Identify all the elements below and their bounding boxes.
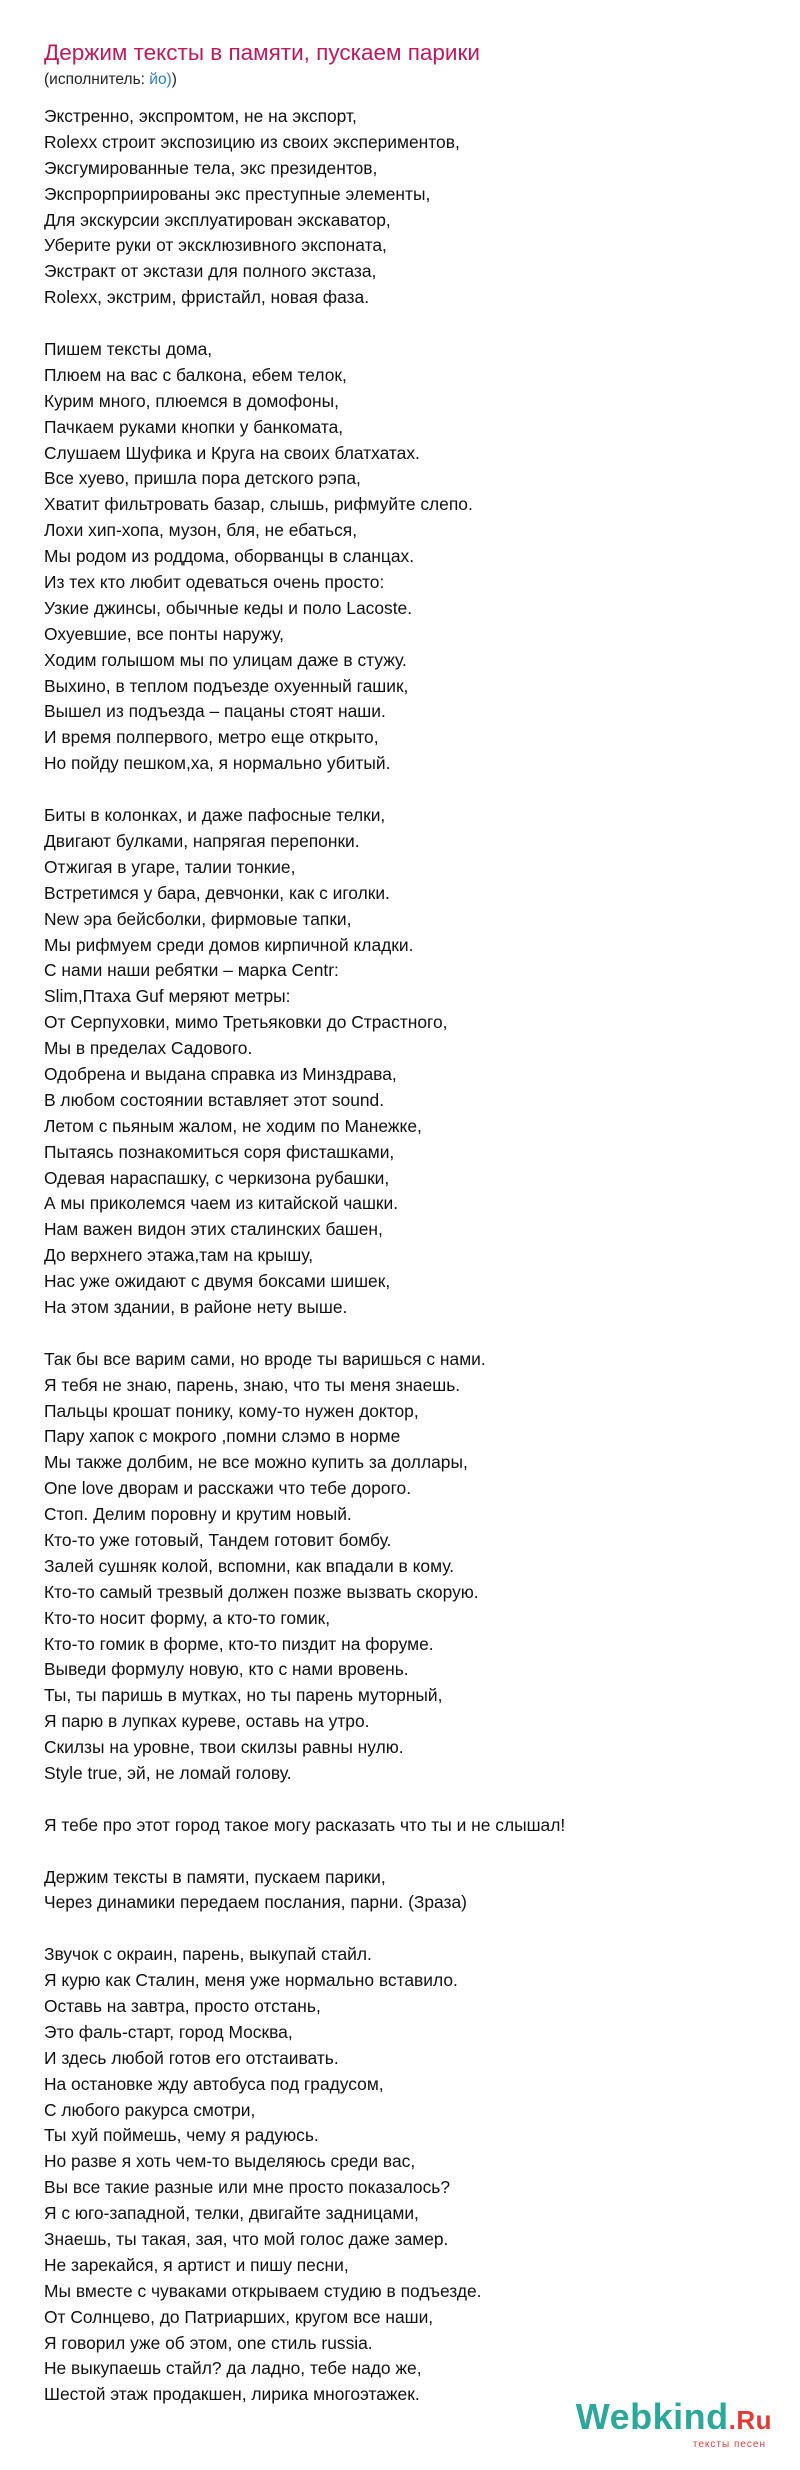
lyric-line: Лохи хип-хопа, музон, бля, не ебаться, [44,520,358,541]
lyric-line: Я тебя не знаю, парень, знаю, что ты меня знаешь. [44,1374,461,1395]
lyrics-stanza [44,1942,784,2408]
lyric-line: Мы в пределах Садового. [44,1038,253,1059]
lyric-line: От Солнцево, до Патриарших, кругом все наши, [44,2306,434,2327]
lyric-line: New эра бейсболки, фирмовые тапки, [44,908,352,929]
lyric-line: Стоп. Делим поровну и крутим новый. [44,1504,352,1525]
lyrics-stanza [44,104,784,311]
lyric-line: Залей сушняк колой, вспомни, как впадали в кому. [44,1555,455,1576]
lyric-line: На остановке жду автобуса под градусом, [44,2073,384,2094]
lyric-line: Кто-то уже готовый, Тандем готовит бомбу. [44,1529,392,1550]
lyric-line: Кто-то носит форму, а кто-то гомик, [44,1607,331,1628]
lyric-line: Двигают булками, напрягая перепонки. [44,830,360,851]
lyric-line: От Серпуховки, мимо Третьяковки до Страстного, [44,1012,448,1033]
lyrics-stanza [44,1813,784,1839]
lyric-line: Узкие джинсы, обычные кеды и поло Lacoste. [44,597,413,618]
lyric-line: Оставь на завтра, просто отстань, [44,1996,321,2017]
lyrics-stanza [44,803,784,1321]
lyric-line: Но пойду пешком,ха, я нормально убитый. [44,753,391,774]
lyric-line: Хватит фильтровать базар, слышь, рифмуйте слепо. [44,494,473,515]
song-title: Держим тексты в памяти, пускаем парики [44,40,480,65]
lyric-line: Так бы все варим сами, но вроде ты варишься с нами. [44,1348,486,1369]
lyric-line: Нас уже ожидают с двумя боксами шишек, [44,1271,391,1292]
lyric-line: Style true, эй, не ломай голову. [44,1763,292,1783]
lyric-line: Ты, ты паришь в мутках, но ты парень муторный, [44,1685,443,1706]
lyric-line: Не зарекайся, я артист и пишу песни, [44,2254,349,2275]
lyric-line: Встретимся у бара, девчонки, как с иголки. [44,882,390,903]
lyric-line: Уберите руки от эксклюзивного экспоната, [44,235,387,256]
lyric-line: Пальцы крошат понику, кому-то нужен доктор, [44,1400,419,1421]
logo-wordmark [572,2398,772,2439]
lyric-line: Я парю в лупках куреве, оставь на утро. [44,1711,370,1732]
lyric-line: Знаешь, ты такая, зая, что мой голос даже замер. [44,2229,449,2250]
lyric-line: Я курю как Сталин, меня уже нормально вставило. [44,1970,458,1991]
lyric-line: На этом здании, в районе нету выше. [44,1296,348,1317]
artist-prefix: (исполнитель: [44,71,150,88]
lyric-line: Биты в колонках, и даже пафосные телки, [44,805,386,826]
lyric-line: Держим тексты в памяти, пускаем парики, [44,1866,386,1887]
logo-web: Web [575,2396,653,2437]
lyric-line: А мы приколемся чаем из китайской чашки. [44,1193,399,1214]
lyrics-stanza [44,1865,784,1917]
lyric-line: Пару хапок с мокрого ,помни слэмо в норме [44,1426,401,1447]
lyric-line: Через динамики передаем послания, парни. (Зраза) [44,1892,467,1913]
lyric-line: Для экскурсии эксплуатирован экскаватор, [44,209,391,230]
lyric-line: Пачкаем руками кнопки у банкомата, [44,416,344,437]
lyric-line: Это фаль-старт, город Москва, [44,2021,293,2042]
lyrics-stanza [44,337,784,777]
lyric-line: Летом с пьяным жалом, не ходим по Манежке, [44,1115,422,1136]
lyric-line: Но разве я хоть чем-то выделяюсь среди вас, [44,2151,416,2172]
artist-line [44,70,177,90]
site-logo[interactable] [572,2398,772,2450]
lyric-line: До верхнего этажа,там на крышу, [44,1245,314,1266]
lyrics-body [44,104,784,2434]
lyric-line: С нами наши ребятки – марка Centr: [44,960,339,981]
lyric-line: С любого ракурса смотри, [44,2099,256,2120]
lyrics-stanza [44,1347,784,1787]
lyric-line: Одобрена и выдана справка из Минздрава, [44,1063,397,1084]
lyric-line: Слушаем Шуфика и Круга на своих блатхатах. [44,442,420,463]
lyric-line: Slim,Птаха Guf меряют метры: [44,986,291,1007]
artist-link[interactable]: йо) [149,71,172,88]
lyric-line: Кто-то самый трезвый должен позже вызвать скорую. [44,1581,479,1602]
lyric-line: Звучок с окраин, парень, выкупай стайл. [44,1944,372,1965]
lyric-line: Из тех кто любит одеваться очень просто: [44,572,385,593]
lyric-line: Мы родом из роддома, оборванцы в сланцах. [44,546,415,567]
lyric-line: Нам важен видон этих сталинских башен, [44,1219,383,1240]
logo-kind: kind [652,2396,729,2437]
lyric-line: Я с юго-западной, телки, двигайте задницами, [44,2203,419,2224]
lyric-line: Не выкупаешь стайл? да ладно, тебе надо же, [44,2358,422,2379]
lyric-line: Пытаясь познакомиться соря фисташками, [44,1141,395,1162]
lyric-line: Ходим голышом мы по улицам даже в стужу. [44,649,407,670]
logo-subtitle: тексты песен [692,2439,766,2450]
artist-suffix: ) [171,71,177,88]
lyric-line: Охуевшие, все понты наружу, [44,623,284,644]
lyric-line: Шестой этаж продакшен, лирика многоэтажек. [44,2384,420,2405]
lyric-line: Экстренно, экспромтом, не на экспорт, [44,106,357,126]
lyric-line: Экстракт от экстази для полного экстаза, [44,261,377,282]
lyric-line: Эксгумированные тела, экс президентов, [44,157,378,178]
lyric-line: Мы рифмуем среди домов кирпичной кладки. [44,934,414,955]
lyric-line: Все хуево, пришла пора детского рэпа, [44,468,361,489]
lyric-line: В любом состоянии вставляет этот sound. [44,1089,385,1110]
lyric-line: Мы также долбим, не все можно купить за доллары, [44,1452,468,1473]
lyric-line: Вышел из подъезда – пацаны стоят наши. [44,701,386,722]
lyric-line: Скилзы на уровне, твои скилзы равны нулю. [44,1737,404,1758]
lyric-line: Выхино, в теплом подъезде охуенный гашик, [44,675,409,696]
logo-ru: .Ru [728,2405,772,2435]
lyric-line: Одевая нараспашку, с черкизона рубашки, [44,1167,390,1188]
lyric-line: Вы все такие разные или мне просто показалось? [44,2177,451,2198]
lyric-line: Я говорил уже об этом, one стиль russia. [44,2332,373,2353]
lyric-line: Rolexx строит экспозицию из своих экспериментов, [44,131,460,152]
lyric-line: Курим много, плюемся в домофоны, [44,390,339,411]
lyric-line: Экспрорприированы экс преступные элементы, [44,183,431,204]
lyric-line: И здесь любой готов его отстаивать. [44,2047,339,2068]
lyric-line: Плюем на вас с балкона, ебем телок, [44,364,347,385]
lyric-line: Пишем тексты дома, [44,339,213,360]
lyric-line: Выведи формулу новую, кто с нами вровень. [44,1659,409,1680]
lyric-line: Мы вместе с чуваками открываем студию в подъезде. [44,2280,482,2301]
lyric-line: One love дворам и расскажи что тебе дорого. [44,1478,412,1499]
lyric-line: Ты хуй поймешь, чему я радуюсь. [44,2125,319,2146]
lyric-line: Я тебе про этот город такое могу расказать что ты и не слышал! [44,1814,566,1835]
lyric-line: Кто-то гомик в форме, кто-то пиздит на форуме. [44,1633,434,1654]
lyric-line: Отжигая в угаре, талии тонкие, [44,856,296,877]
lyric-line: И время полпервого, метро еще открыто, [44,727,379,748]
lyric-line: Rolexx, экстрим, фристайл, новая фаза. [44,287,370,308]
